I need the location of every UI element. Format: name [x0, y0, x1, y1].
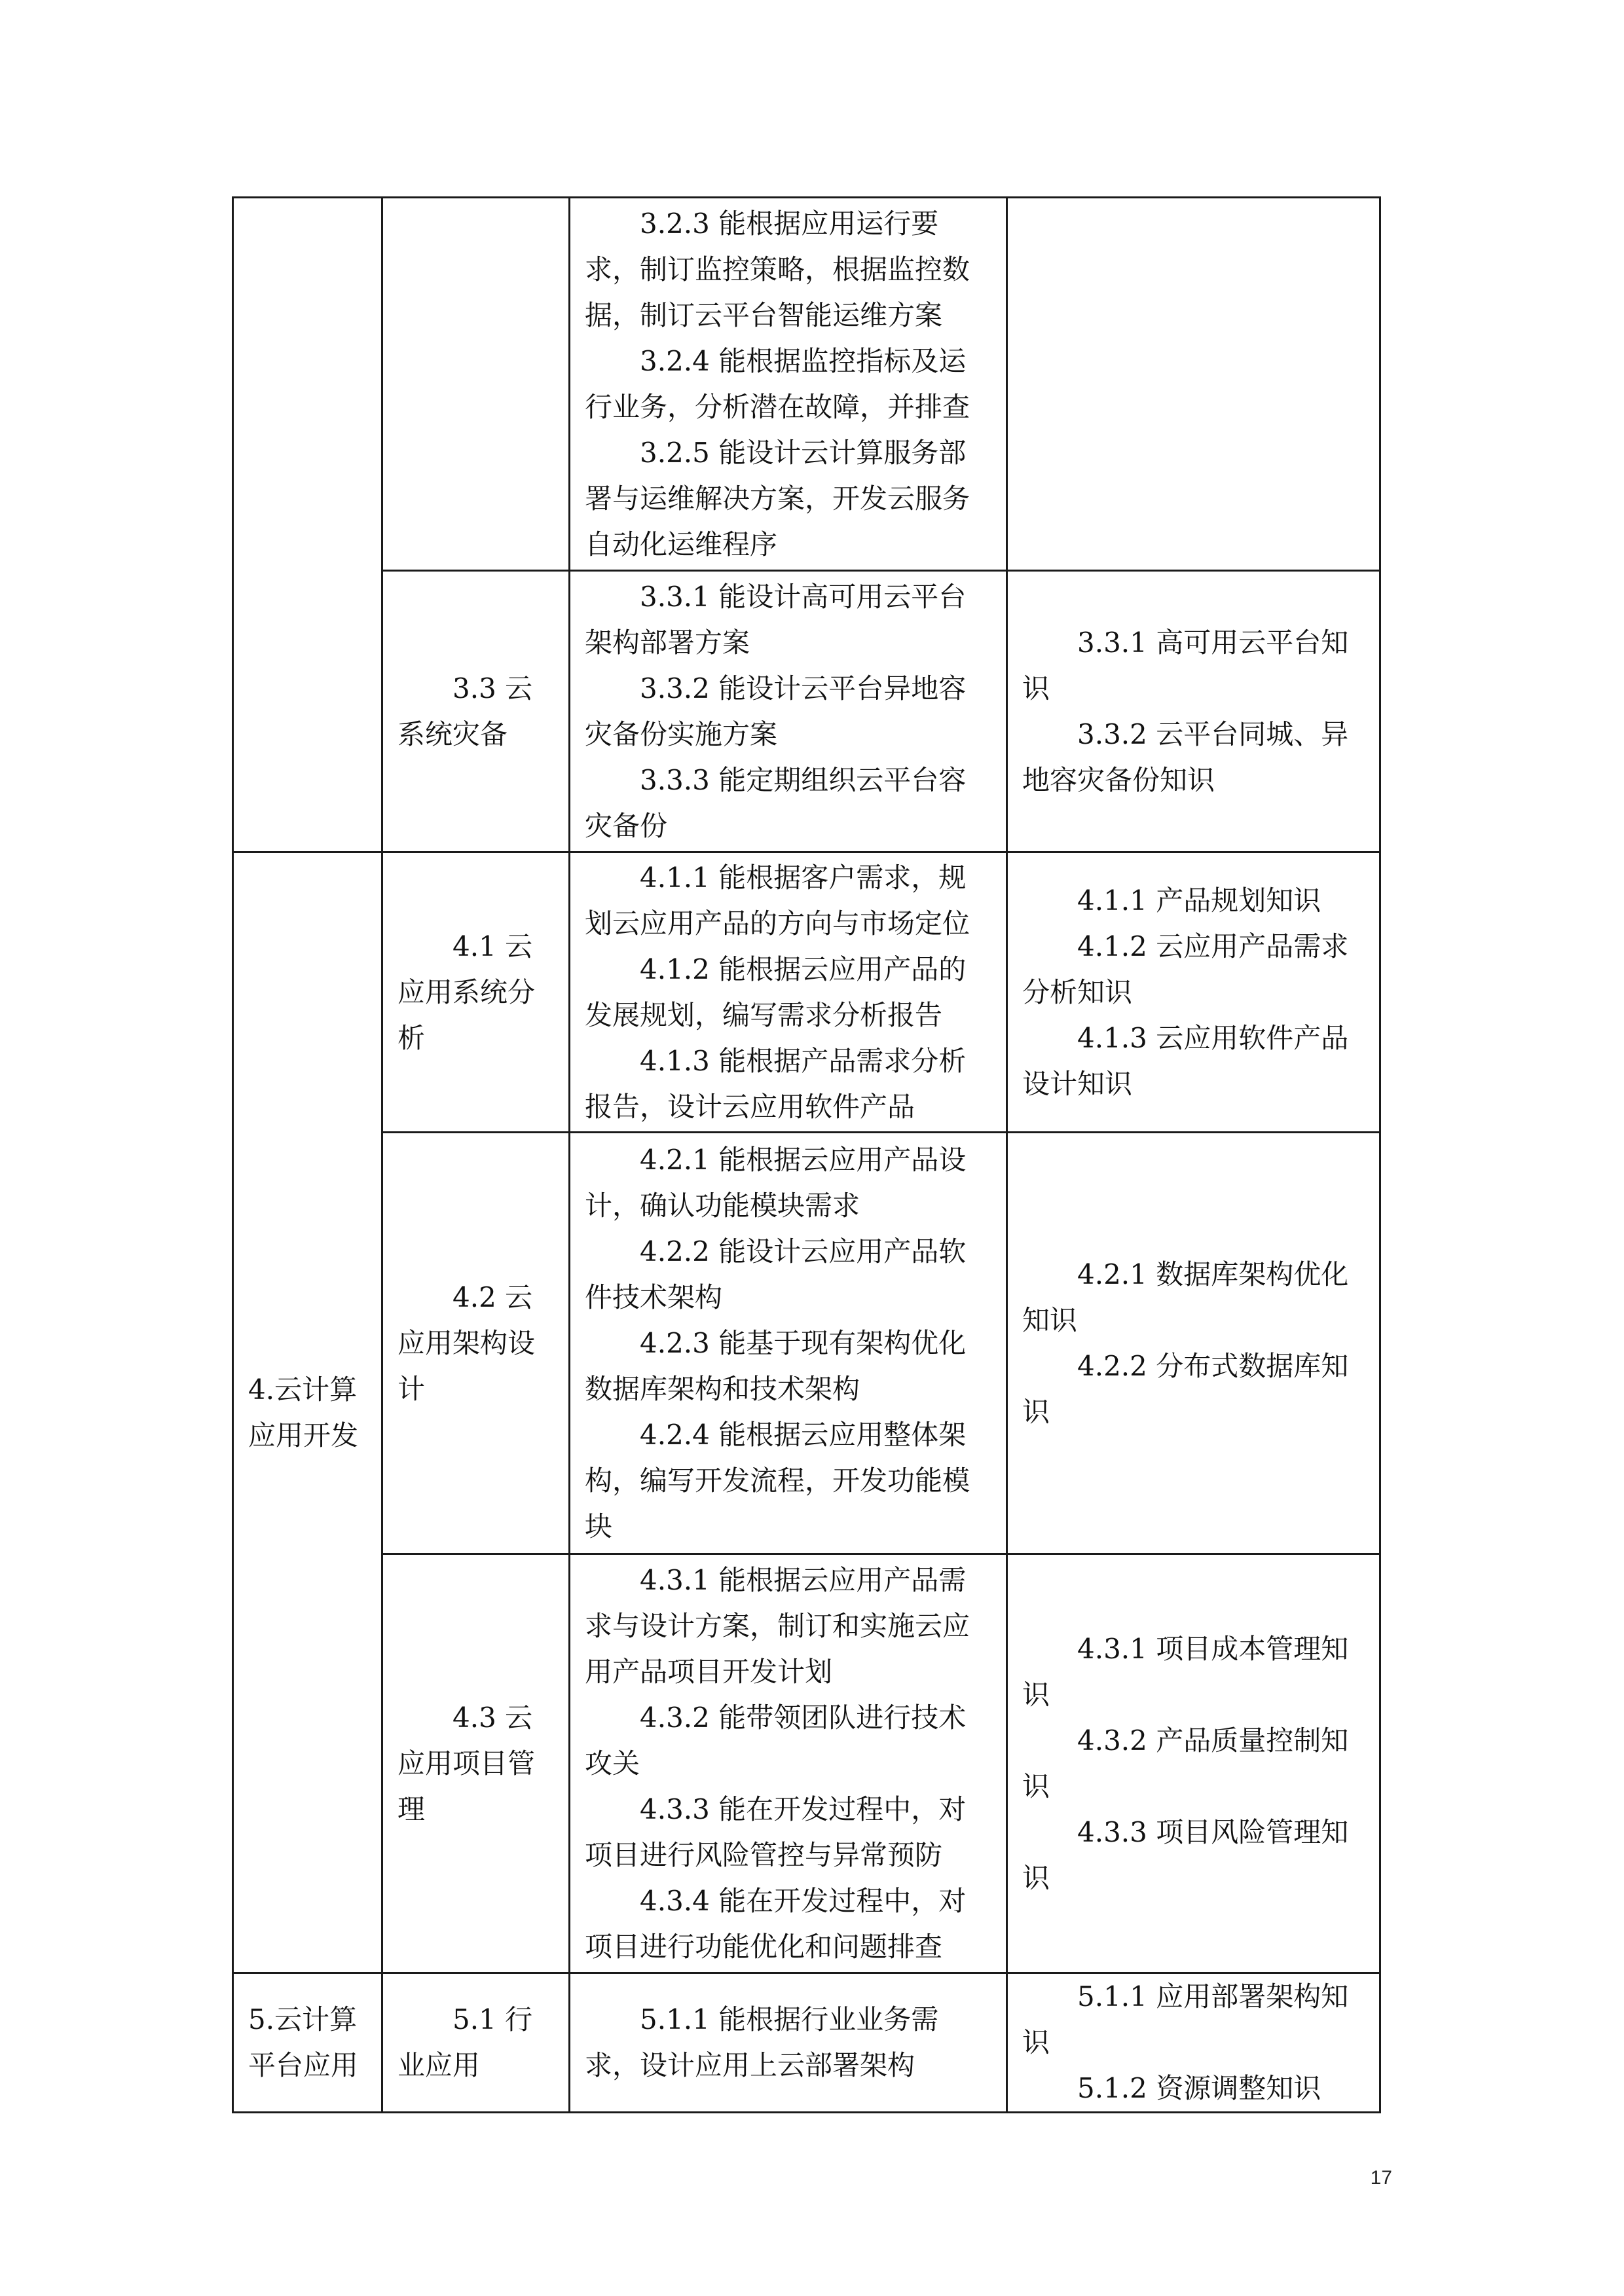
page-number: 17 [1370, 2167, 1392, 2189]
skills-cell [570, 1133, 1007, 1554]
unit-cell-empty [382, 198, 570, 571]
unit-label: 4.2 云应用架构设计 [397, 1281, 536, 1405]
skills-cell [570, 1973, 1007, 2113]
knowledge-item: 3.3.1 高可用云平台知识 [1022, 626, 1349, 704]
unit-cell [382, 1973, 570, 2113]
table-row [233, 198, 1380, 571]
knowledge-item: 4.1.2 云应用产品需求分析知识 [1022, 930, 1349, 1008]
skill-item: 5.1.1 能根据行业业务需求，设计应用上云部署架构 [585, 2003, 939, 2081]
knowledge-cell [1007, 1973, 1380, 2113]
unit-label: 4.3 云应用项目管理 [397, 1701, 536, 1825]
skills-cell [570, 198, 1007, 571]
knowledge-item: 5.1.2 资源调整知识 [1077, 2072, 1321, 2104]
table-row [233, 1133, 1380, 1554]
knowledge-item: 3.3.2 云平台同城、异地容灾备份知识 [1022, 718, 1349, 796]
unit-cell [382, 1554, 570, 1973]
knowledge-cell [1007, 1554, 1380, 1973]
competency-table [232, 196, 1381, 2113]
skill-item: 3.3.2 能设计云平台异地容灾备份实施方案 [585, 672, 967, 750]
unit-cell [382, 571, 570, 852]
table-row [233, 852, 1380, 1133]
skill-item: 4.2.4 能根据云应用整体架构，编写开发流程，开发功能模块 [585, 1418, 970, 1542]
skill-item: 3.3.3 能定期组织云平台容灾备份 [585, 763, 967, 842]
unit-cell [382, 1133, 570, 1554]
skill-item: 4.3.3 能在开发过程中，对项目进行风险管控与异常预防 [585, 1793, 967, 1871]
domain-cell [233, 1973, 382, 2113]
skill-item: 3.2.4 能根据监控指标及运行业务，分析潜在故障，并排查 [585, 344, 970, 423]
knowledge-item: 4.1.3 云应用软件产品设计知识 [1022, 1021, 1349, 1100]
skills-cell [570, 852, 1007, 1133]
knowledge-cell [1007, 852, 1380, 1133]
skill-item: 4.1.1 能根据客户需求，规划云应用产品的方向与市场定位 [585, 861, 970, 939]
table-row [233, 1554, 1380, 1973]
knowledge-cell [1007, 1133, 1380, 1554]
domain-label: 5.云计算平台应用 [248, 2003, 359, 2081]
skill-item: 3.3.1 能设计高可用云平台架构部署方案 [585, 580, 967, 659]
knowledge-item: 4.3.1 项目成本管理知识 [1022, 1632, 1349, 1711]
skill-item: 4.1.2 能根据云应用产品的发展规划，编写需求分析报告 [585, 953, 967, 1031]
skills-cell [570, 1554, 1007, 1973]
knowledge-item: 4.1.1 产品规划知识 [1077, 884, 1321, 917]
skill-item: 4.2.3 能基于现有架构优化数据库架构和技术架构 [585, 1326, 967, 1405]
skill-item: 4.2.1 能根据云应用产品设计，确认功能模块需求 [585, 1143, 967, 1222]
skills-cell [570, 571, 1007, 852]
knowledge-cell [1007, 571, 1380, 852]
skill-item: 4.3.2 能带领团队进行技术攻关 [585, 1701, 967, 1779]
knowledge-item: 4.2.2 分布式数据库知识 [1022, 1349, 1349, 1428]
table-row [233, 1973, 1380, 2113]
skill-item: 4.1.3 能根据产品需求分析报告，设计云应用软件产品 [585, 1044, 967, 1123]
knowledge-cell-empty [1007, 198, 1380, 571]
knowledge-item: 4.3.2 产品质量控制知识 [1022, 1724, 1349, 1802]
skill-item: 4.3.4 能在开发过程中，对项目进行功能优化和问题排查 [585, 1884, 967, 1963]
knowledge-item: 4.2.1 数据库架构优化知识 [1022, 1258, 1349, 1336]
table-row [233, 571, 1380, 852]
unit-label: 3.3 云系统灾备 [397, 672, 533, 750]
knowledge-item: 4.3.3 项目风险管理知识 [1022, 1815, 1349, 1894]
domain-label: 4.云计算应用开发 [248, 1373, 359, 1451]
unit-label: 4.1 云应用系统分析 [397, 930, 536, 1054]
domain-cell [233, 852, 382, 1973]
unit-cell [382, 852, 570, 1133]
skill-item: 4.2.2 能设计云应用产品软件技术架构 [585, 1235, 967, 1313]
knowledge-item: 5.1.1 应用部署架构知识 [1022, 1980, 1349, 2058]
skill-item: 3.2.5 能设计云计算服务部署与运维解决方案，开发云服务自动化运维程序 [585, 436, 970, 560]
unit-label: 5.1 行业应用 [397, 2003, 533, 2081]
skill-item: 4.3.1 能根据云应用产品需求与设计方案，制订和实施云应用产品项目开发计划 [585, 1563, 970, 1688]
domain-cell-3 [233, 198, 382, 852]
skill-item: 3.2.3 能根据应用运行要求，制订监控策略，根据监控数据，制订云平台智能运维方案 [585, 207, 970, 331]
